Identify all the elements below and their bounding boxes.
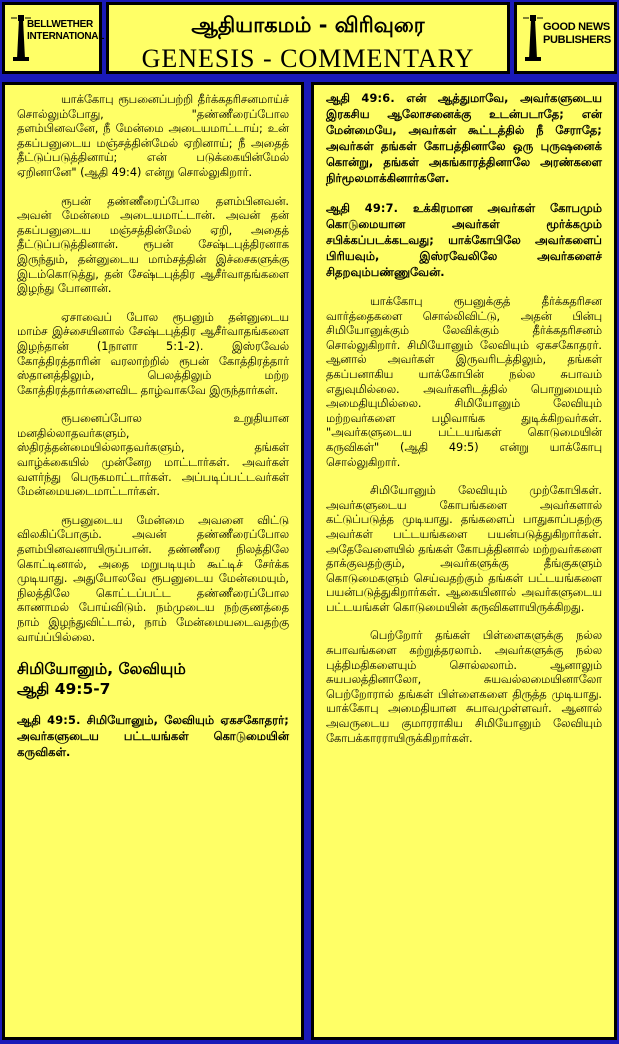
verse-text: ஆதி 49:5. சிமியோனும், லேவியும் ஏகசகோதரர்; அவர்களுடைய பட்டயங்கள் கொடுமையின் கருவிகள். [17, 714, 289, 760]
page-title-tamil: ஆதியாகமம் - விரிவுரை [191, 13, 425, 37]
left-column [2, 82, 304, 1040]
header [0, 0, 619, 78]
right-column [311, 82, 617, 1040]
paragraph: ரூபன் தண்ணீரைப்போல தளம்பினவன். அவன் மேன்மை அடையமாட்டான். அவன் தன் தகப்பனுடைய மஞ்சத்தின்மேல் ஏறி, அதைத் தீட்டுப்படுத்தினான். ரூபன் சேஷ்டபுத்திரனாக இருந்தும், தன்னுடைய மாம்சத்தின் இச்சைகளுக்கு இடம்கொடுத்து, தன் சேஷ்டபுத்திர ஆசீர்வாதங்களை இழந்து போனான். [17, 194, 289, 296]
verse-text: ஆதி 49:6. என் ஆத்துமாவே, அவர்களுடைய இரகசிய ஆலோசனைக்கு உடன்படாதே; என் மேன்மையே, அவர்கள் கூட்டத்தில் நீ சேராதே; அவர்கள் தங்கள் கோபத்தினாலே ஒரு புருஷனைக் கொன்று, தங்கள் அகங்காரத்தினாலே அரண்களை நிர்மூலமாக்கினார்களே. [326, 92, 602, 185]
bellwether-logo [2, 2, 105, 74]
lighthouse-icon [523, 15, 543, 61]
section-title-line1: சிமியோனும், லேவியும் [17, 660, 186, 679]
section-title [17, 659, 289, 699]
paragraph: பெற்றோர் தங்கள் பிள்ளைகளுக்கு நல்ல சுபாவங்களை கற்றுத்தரலாம். அவர்களுக்கு நல்ல புத்திமதிகளையும் சொல்லலாம். ஆனாலும் சுயபலத்தினாலோ, சுயவல்லமையினாலோ பெற்றோரால் தங்கள் பிள்ளைகளை திருத்த முடியாது. யாக்கோபு அமைதியான சுபாவமுள்ளவர். ஆனால் அவருடைய குமாரராகிய சிமியோனும் லேவியும் கோபக்காரராயிருக்கிறார்கள். [326, 629, 602, 745]
paragraph: ரூபனுடைய மேன்மை அவனை விட்டு விலகிப்போகும். அவன் தண்ணீரைப்போல தளம்பினவனாயிருப்பான். தண்ணீரை நிலத்திலே கொட்டினால், அதை மறுபடியும் கூட்டிச் சேர்க்க முடியாது. அதுபோலவே ரூபனுடைய மேன்மையும், நிலத்திலே கொட்டப்பட்ட தண்ணீரைப்போல காணாமல் போய்விடும். நம்முடைய நற்குணத்தை நாம் இழந்துவிட்டால், நாம் மேன்மையடைவதற்கு வாய்ப்பில்லை. [17, 513, 289, 644]
logo-right-line2: PUBLISHERS [543, 34, 611, 46]
logo-right-line1: GOOD NEWS [543, 21, 610, 33]
logo-left-line2: INTERNATIONAL [27, 31, 105, 42]
paragraph: ஏசாவைப் போல ரூபனும் தன்னுடைய மாம்ச இச்சையினால் சேஷ்டபுத்திர ஆசீர்வாதங்களை இழந்தான் (1நாளா 5:1-2). இஸ்ரவேல் கோத்திரத்தாரின் வரலாற்றில் ரூபன் கோத்திரத்தார் ஸ்தானத்திலும், பெலத்திலும் மற்ற கோத்திரத்தார்களைவிட தாழ்வாகவே இருந்தார்கள். [17, 310, 289, 397]
section-title-line2: ஆதி 49:5-7 [17, 680, 111, 699]
verse-text: ஆதி 49:7. உக்கிரமான அவர்கள் கோபமும் கொடுமையான அவர்கள் மூர்க்கமும் சபிக்கப்படக்கடவது; யாக்கோபிலே அவர்களைப் பிரியவும், இஸ்ரவேலிலே அவர்களைச் சிதறவும்பண்ணுவேன். [326, 202, 602, 279]
good-news-logo [514, 2, 617, 74]
paragraph: சிமியோனும் லேவியும் முற்கோபிகள். அவர்களுடைய கோபங்களை அவர்களால் கட்டுப்படுத்த முடியாது. தங்களைப் பாதுகாப்பதற்கு அவர்கள் பட்டயங்களை பயன்படுத்துகிறார்கள். அதேவேளையில் தங்கள் கோபத்தினால் மற்றவர்களை தாக்குவதற்கும், அவர்களுக்கு தீங்குகளும் கொடுமைகளும் செய்வதற்கும் தங்கள் பட்டயங்களை பயன்படுத்துகிறார்கள். ஆகையினால் அவர்களுடைய பட்டயங்கள் கொடுமையின் கருவிகளாயிருக்கிறது. [326, 484, 602, 614]
bellwether-logo-text [27, 19, 105, 43]
logo-left-line1: BELLWETHER [27, 19, 93, 30]
paragraph: ரூபனைப்போல உறுதியான மனதில்லாதவர்களும், ஸ்திரத்தன்மையில்லாதவர்களும், தங்கள் வாழ்க்கையில் முன்னேற மாட்டார்கள். அவர்கள் வளர்ந்து பெருகமாட்டார்கள். அப்படிப்பட்டவர்கள் மேன்மையடைமாட்டார்கள். [17, 412, 289, 499]
title-box [106, 2, 510, 74]
paragraph: யாக்கோபு ரூபனைப்பற்றி தீர்க்கதரிசனமாய்ச் சொல்லும்போது, "தண்ணீரைப்போல தளம்பினவனே, நீ மேன்மை அடையமாட்டாய்; உன் தகப்பனுடைய மஞ்சத்தின்மேல் ஏறினாய்; நீ அதைத் தீட்டுப்படுத்தினாய்; என் படுக்கையின்மேல் ஏறினானே" (ஆதி 49:4) என்று சொல்லுகிறார். [17, 93, 289, 179]
page-title-english: GENESIS - COMMENTARY [141, 44, 475, 73]
good-news-logo-text [543, 21, 617, 47]
paragraph: யாக்கோபு ரூபனுக்குத் தீர்க்கதரிசன வார்த்தைகளை சொல்லிவிட்டு, அதன் பின்பு சிமியோனுக்கும் லேவிக்கும் தீர்க்கதரிசனம் சொல்லுகிறார். சிமியோனும் லேவியும் ஏகசகோதரர். ஆனால் அவர்கள் இருவரிடத்திலும், தங்கள் தகப்பனாகிய யாக்கோபின் நல்ல சுபாவம் எதுவுமில்லை. அவர்களிடத்தில் பொறுமையும் அமைதியுமில்லை. சிமியோனும் லேவியும் மற்றவர்களை பழிவாங்க துடிக்கிறவர்கள். "அவர்களுடைய பட்டயங்கள் கொடுமையின் கருவிகள்" (ஆதி 49:5) என்று யாக்கோபு சொல்லுகிறார். [326, 295, 602, 469]
